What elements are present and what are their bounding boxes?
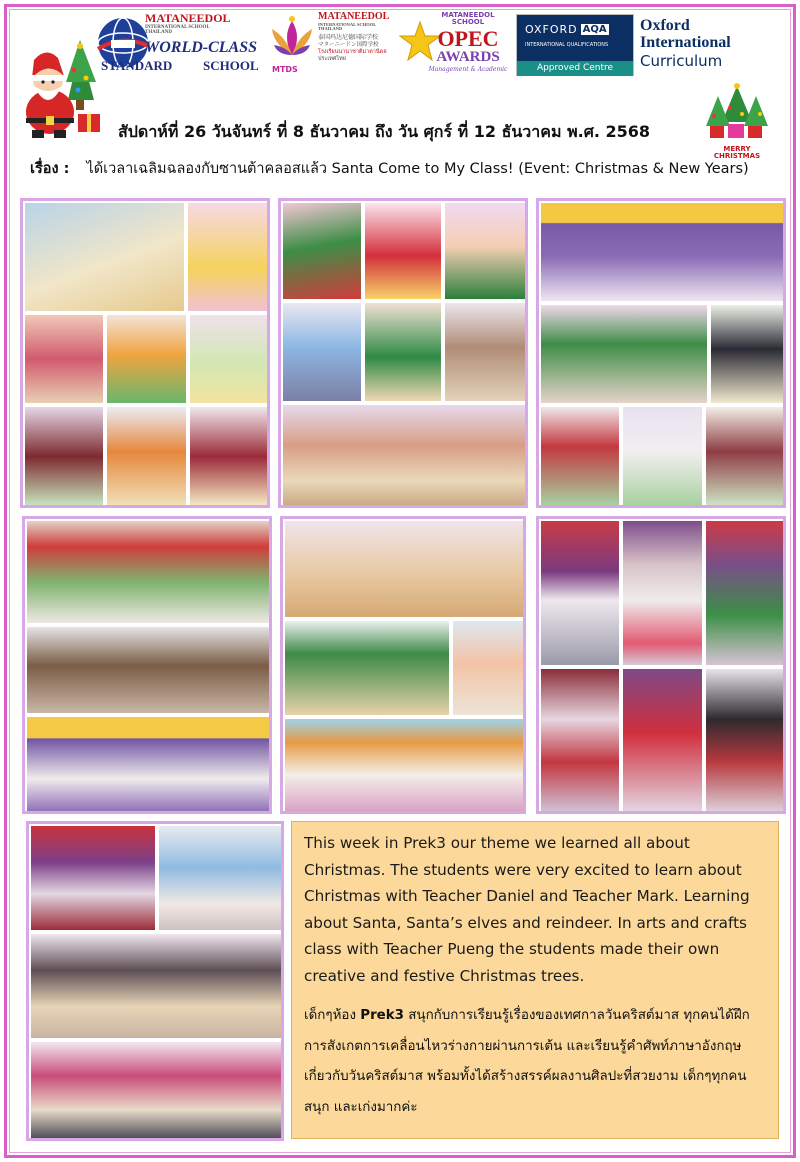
photo (539, 201, 786, 303)
photo (283, 619, 451, 717)
logo1-country: THAILAND (145, 29, 172, 35)
photo (281, 403, 528, 508)
christmas-text: CHRISTMAS (713, 152, 761, 160)
logo3-awards: AWARDS (436, 48, 500, 65)
subject-line (30, 157, 749, 180)
photo (186, 201, 270, 313)
thai-prefix: เด็กๆห้อง (304, 1008, 356, 1023)
photo (443, 201, 528, 301)
photo (23, 201, 186, 313)
logo2-thai-country: ประเทศไทย (318, 56, 347, 63)
logo-oxford-international-curriculum (640, 18, 760, 76)
aqa-brand: AQA (582, 24, 607, 35)
photo-collage-1 (20, 198, 270, 508)
photo (188, 405, 270, 508)
logo2-badge: MTDS (272, 65, 298, 74)
logo1-name: MATANEEDOL (145, 11, 231, 25)
photo (25, 625, 272, 715)
photo (621, 667, 704, 814)
photo-collage-5 (280, 516, 526, 814)
logo2-sub: INTERNATIONAL SCHOOL (318, 21, 377, 27)
date-line: สัปดาห์ที่ 26 วันจันทร์ ที่ 8 ธันวาคม ถึง วัน ศุกร์ ที่ 12 ธันวาคม พ.ศ. 2568 (118, 122, 651, 141)
photo-collage-6 (536, 516, 786, 814)
description-english: This week in Prek3 our theme we learned all about Christmas. The students were very excited to learn about Christmas with Teacher Daniel and Teacher Mark. Learning about Santa, Santa’s elves and reindeer. In arts and crafts class with Teacher Pueng the students made their own creative and festive Christmas trees. (304, 834, 750, 985)
logo2-country: THAILAND (318, 26, 343, 32)
logo2-thai: โรงเรียนนานาชาติมาตานีดล (318, 48, 387, 55)
approved-centre: Approved Centre (517, 61, 633, 76)
logo3-school: MATANEEDOL SCHOOL (441, 11, 495, 27)
photo (539, 667, 621, 814)
photo (704, 405, 786, 508)
oic-line3: Curriculum (640, 51, 723, 70)
photo (443, 301, 528, 403)
photo-collage-4 (22, 516, 272, 814)
photo (363, 301, 443, 403)
subject-label: เรื่อง : (30, 161, 70, 177)
photo (25, 519, 272, 625)
logo1-world-class: WORLD-CLASS (145, 39, 258, 56)
logo1-sub: INTERNATIONAL SCHOOL (145, 24, 210, 30)
photo (539, 519, 621, 667)
photo (363, 201, 443, 301)
photo-collage-3 (536, 198, 786, 508)
photo (621, 519, 704, 667)
photo (283, 717, 526, 814)
logo2-japanese: マターニードン国際学校 (318, 41, 379, 48)
thai-class-name: Prek3 (360, 1008, 404, 1023)
oic-line1: Oxford (640, 17, 690, 34)
photo (188, 313, 270, 405)
logo3-tagline: Management & Academic (428, 65, 508, 73)
photo-collage-2 (278, 198, 528, 508)
logo2-chinese: 泰国玛达尼德国际学校 (318, 33, 379, 41)
merry-christmas-badge (700, 82, 774, 160)
photo (704, 519, 786, 667)
photo (105, 405, 188, 508)
photo-collage-7 (26, 821, 284, 1141)
description-thai (304, 1001, 766, 1123)
oxford-aqa-sub: INTERNATIONAL QUALIFICATIONS (525, 42, 609, 48)
photo (25, 715, 272, 814)
photo (283, 519, 526, 619)
logo-oxford-aqa (516, 14, 634, 76)
photo (539, 303, 709, 405)
subject-text: ได้เวลาเฉลิมฉลองกับซานต้าคลอสแล้ว Santa Come to My Class! (Event: Christmas & New Years) (86, 161, 749, 177)
photo (23, 313, 105, 405)
photo (709, 303, 786, 405)
logo3-opec: OPEC (437, 25, 499, 51)
photo (621, 405, 704, 508)
description-box (291, 821, 779, 1139)
logo2-name: MATANEEDOL (318, 11, 390, 22)
logo1-school: SCHOOL (203, 58, 259, 73)
logo-mataneedol-world-class (95, 12, 265, 74)
logo-opec-awards (398, 12, 508, 72)
logo-mtds (268, 12, 388, 78)
photo (29, 1040, 284, 1141)
photo (539, 405, 621, 508)
photo (23, 405, 105, 508)
photo (29, 932, 284, 1040)
photo (105, 313, 188, 405)
photo (157, 824, 284, 932)
photo (281, 201, 363, 301)
oic-line2: International (640, 33, 731, 51)
thai-body: สนุกกับการเรียนรู้เรื่องของเทศกาลวันคริสต์มาส ทุกคนได้ฝึกการสังเกตการเคลื่อนไหวร่างกายผ่านการเต้น และเรียนรู้คำศัพท์ภาษาอังกฤษเกี่ยวกับวันคริสต์มาส พร้อมทั้งได้สร้างสรรค์ผลงานศิลปะที่สวยงาม เด็กๆทุกคนสนุก และเก่งมากค่ะ (304, 1008, 750, 1115)
merry-text: MERRY (723, 145, 751, 153)
logo1-standard: STANDARD (101, 58, 173, 73)
photo (704, 667, 786, 814)
photo (29, 824, 157, 932)
photo (451, 619, 526, 717)
oxford-brand: OXFORD (525, 23, 578, 36)
photo (281, 301, 363, 403)
